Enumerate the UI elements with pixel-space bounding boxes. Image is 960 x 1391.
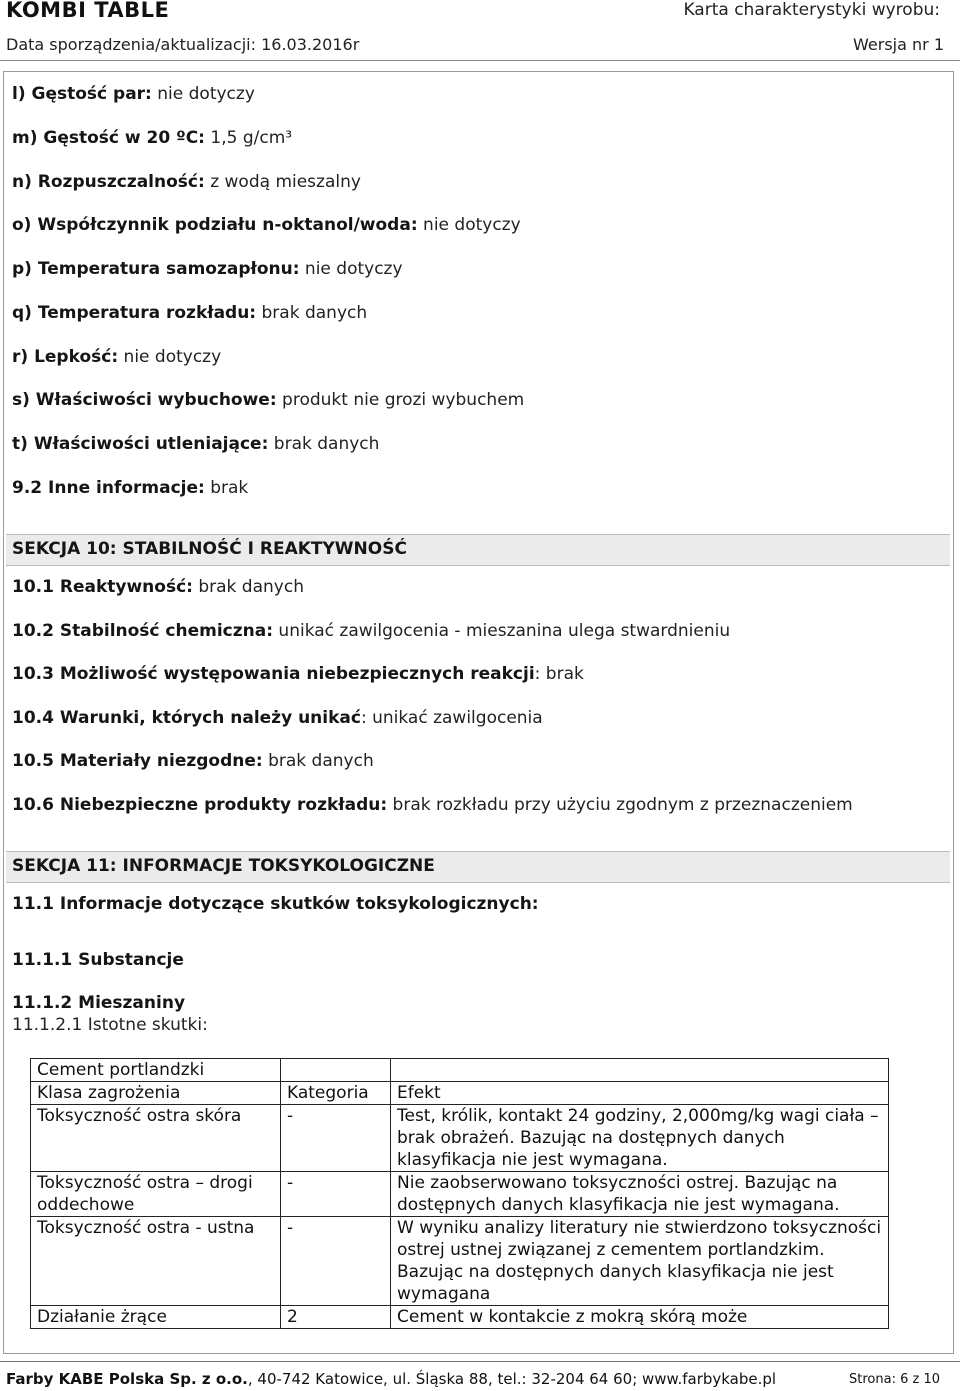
table-row: Toksyczność ostra - ustna - W wyniku analizy literatury nie stwierdzono toksyczności ostrej ustnej związanej z cementem portlandzkim. Bazując na dostępnych danych klasyfikacja nie jest wymagana (31, 1217, 889, 1306)
table-row: Toksyczność ostra – drogi oddechowe - Nie zaobserwowano toksyczności ostrej. Bazując na dostępnych danych klasyfikacja nie jest wymagana. (31, 1172, 889, 1217)
prop-vapour-density: l) Gęstość par: nie dotyczy (12, 84, 255, 104)
toxicology-table (30, 1058, 889, 1329)
prop-oxidising: t) Właściwości utleniające: brak danych (12, 434, 380, 454)
prop-solubility: n) Rozpuszczalność: z wodą mieszalny (12, 172, 361, 192)
prop-viscosity: r) Lepkość: nie dotyczy (12, 347, 222, 367)
prop-other-info: 9.2 Inne informacje: brak (12, 478, 249, 498)
table-title: Cement portlandzki (31, 1059, 281, 1082)
section-11-header: SEKCJA 11: INFORMACJE TOKSYKOLOGICZNE (6, 851, 950, 883)
page-number: Strona: 6 z 10 (849, 1372, 940, 1387)
header-hazard-class: Klasa zagrożenia (31, 1082, 281, 1105)
prop-density: m) Gęstość w 20 ºC: 1,5 g/cm³ (12, 128, 293, 148)
decomposition-products: 10.6 Niebezpieczne produkty rozkładu: brak rozkładu przy użyciu zgodnym z przeznaczeniem (12, 795, 853, 815)
reactivity: 10.1 Reaktywność: brak danych (12, 577, 304, 597)
prop-partition-coefficient: o) Współczynnik podziału n-oktanol/woda: nie dotyczy (12, 215, 521, 235)
table-row: Toksyczność ostra skóra - Test, królik, kontakt 24 godziny, 2,000mg/kg wagi ciała – brak obrażeń. Bazując na dostępnych danych klasyfikacja nie jest wymagana. (31, 1105, 889, 1172)
mixtures-heading: 11.1.2 Mieszaniny (12, 993, 186, 1013)
relevant-effects-heading: 11.1.2.1 Istotne skutki: (12, 1015, 208, 1035)
incompatible-materials: 10.5 Materiały niezgodne: brak danych (12, 751, 374, 771)
header-effect: Efekt (391, 1082, 889, 1105)
conditions-to-avoid: 10.4 Warunki, których należy unikać: unikać zawilgocenia (12, 708, 543, 728)
tox-info-heading: 11.1 Informacje dotyczące skutków toksykologicznych: (12, 894, 539, 914)
doc-version: Wersja nr 1 (853, 35, 944, 54)
table-row: Działanie żrące 2 Cement w kontakcie z mokrą skórą może (31, 1306, 889, 1329)
doc-type: Karta charakterystyki wyrobu: (683, 0, 940, 20)
prop-decomposition: q) Temperatura rozkładu: brak danych (12, 303, 368, 323)
footer-company: Farby KABE Polska Sp. z o.o., 40-742 Katowice, ul. Śląska 88, tel.: 32-204 64 60; www.farbykabe.pl (6, 1370, 777, 1388)
header-divider (0, 60, 960, 61)
doc-date: Data sporządzenia/aktualizacji: 16.03.2016r (6, 35, 360, 54)
table-header-row (31, 1082, 889, 1105)
prop-autoignition: p) Temperatura samozapłonu: nie dotyczy (12, 259, 403, 279)
hazardous-reactions: 10.3 Możliwość występowania niebezpiecznych reakcji: brak (12, 664, 584, 684)
table-title-row (31, 1059, 889, 1082)
prop-explosive: s) Właściwości wybuchowe: produkt nie grozi wybuchem (12, 390, 525, 410)
doc-title: KOMBI TABLE (6, 0, 170, 22)
chemical-stability: 10.2 Stabilność chemiczna: unikać zawilgocenia - mieszanina ulega stwardnieniu (12, 621, 731, 641)
footer-divider (0, 1361, 960, 1362)
header-category: Kategoria (281, 1082, 391, 1105)
substances-heading: 11.1.1 Substancje (12, 950, 184, 970)
section-10-header: SEKCJA 10: STABILNOŚĆ I REAKTYWNOŚĆ (6, 534, 950, 566)
